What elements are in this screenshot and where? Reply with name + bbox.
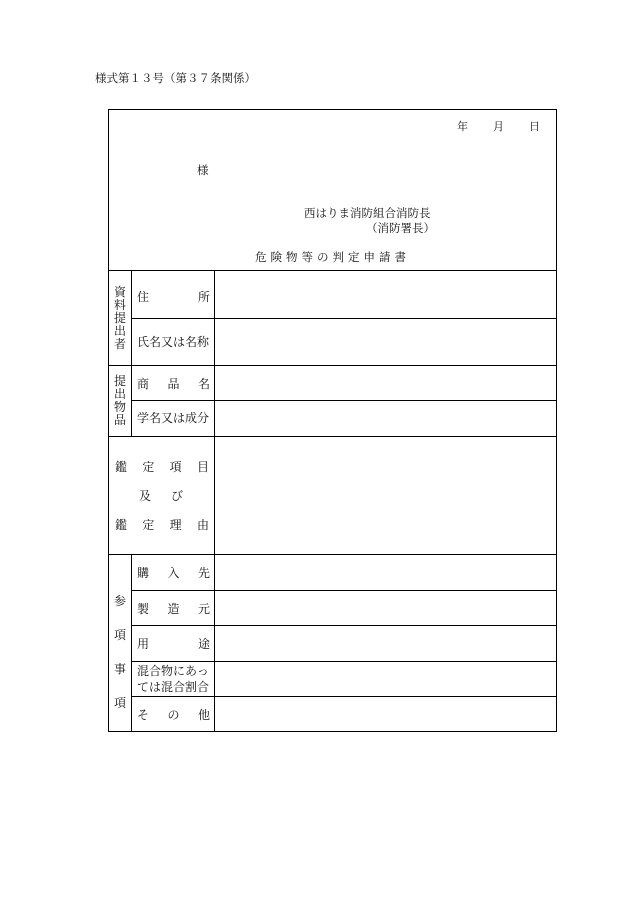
product-name-label: 商 品 名 xyxy=(137,377,210,391)
date-day: 日 xyxy=(529,120,540,133)
chemical-field[interactable] xyxy=(215,401,556,435)
form-number: 様式第１３号（第３７条関係） xyxy=(95,71,256,85)
product-heading: 提出物品 xyxy=(113,374,126,427)
column-divider xyxy=(131,270,132,436)
other-field[interactable] xyxy=(215,697,556,731)
address-field[interactable] xyxy=(215,271,556,317)
address-label: 住 所 xyxy=(137,290,210,304)
purchase-label: 購 入 先 xyxy=(137,566,210,580)
mixture-label-line2: ては混合割合 xyxy=(137,680,210,694)
chemical-label: 学名又は成分 xyxy=(137,411,210,425)
submitter-heading: 資料提出者 xyxy=(113,285,126,351)
usage-field[interactable] xyxy=(215,626,556,660)
mixture-field[interactable] xyxy=(215,662,556,695)
document-title: 危険物等の判定申請書 xyxy=(255,250,410,264)
other-label: そ の 他 xyxy=(137,708,210,722)
issuer-title: 西はりま消防組合消防長 xyxy=(304,206,431,220)
issuer-alt: （消防署長） xyxy=(366,221,435,235)
name-label: 氏名又は名称 xyxy=(137,335,210,349)
manufacturer-label: 製 造 元 xyxy=(137,602,210,616)
date-month: 月 xyxy=(493,120,504,133)
appraisal-field[interactable] xyxy=(215,437,556,553)
purchase-field[interactable] xyxy=(215,555,556,589)
column-divider xyxy=(131,554,132,732)
manufacturer-field[interactable] xyxy=(215,591,556,624)
appraisal-line2: 及 び xyxy=(139,489,183,503)
date-year: 年 xyxy=(457,120,468,133)
reference-heading: 参項事項 xyxy=(113,594,126,710)
product-name-field[interactable] xyxy=(215,366,556,399)
usage-label: 用 途 xyxy=(137,637,210,651)
mixture-label-line1: 混合物にあっ xyxy=(137,664,209,678)
appraisal-line1: 鑑 定 項 目 xyxy=(115,460,209,474)
appraisal-line3: 鑑 定 理 由 xyxy=(115,518,209,532)
name-field[interactable] xyxy=(215,319,556,364)
addressee-suffix: 様 xyxy=(197,163,209,177)
